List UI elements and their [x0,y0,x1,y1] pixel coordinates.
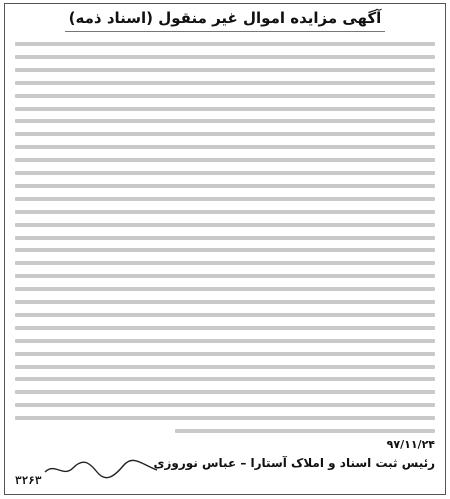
illegible-text-line [15,55,435,59]
signature-line: رئیس ثبت اسناد و املاک آستارا – عباس نوروزی [153,456,435,470]
illegible-text-line [15,68,435,72]
illegible-text-line [15,42,435,46]
notice-date: ۹۷/۱۱/۲۴ [386,438,435,451]
illegible-text-line [15,158,435,162]
illegible-text-line [15,274,435,278]
illegible-text-line [15,81,435,85]
illegible-text-line [15,94,435,98]
illegible-text-line [15,261,435,265]
illegible-text-line [15,107,435,111]
illegible-text-line [15,287,435,291]
illegible-text-line [15,223,435,227]
handwritten-signature-mark [41,458,161,480]
illegible-text-line [15,339,435,343]
auction-notice [4,3,446,495]
notice-title: آگهی مزایده اموال غیر منقول (اسناد ذمه) [68,9,382,27]
illegible-text-line [15,197,435,201]
illegible-text-line [175,429,435,433]
illegible-text-line [15,416,435,420]
illegible-text-line [15,403,435,407]
notice-body-illegible [15,38,435,438]
illegible-text-line [15,326,435,330]
illegible-text-line [15,184,435,188]
illegible-text-line [15,119,435,123]
illegible-text-line [15,171,435,175]
illegible-text-line [15,145,435,149]
illegible-text-line [15,352,435,356]
illegible-text-line [15,236,435,240]
illegible-text-line [15,300,435,304]
illegible-text-line [15,210,435,214]
illegible-text-line [15,132,435,136]
illegible-text-line [15,248,435,252]
title-divider [65,31,385,32]
notice-footer [5,438,445,492]
illegible-text-line [15,313,435,317]
illegible-text-line [15,390,435,394]
notice-number: ۳۲۶۳ [15,474,42,487]
illegible-text-line [15,365,435,369]
illegible-text-line [15,377,435,381]
